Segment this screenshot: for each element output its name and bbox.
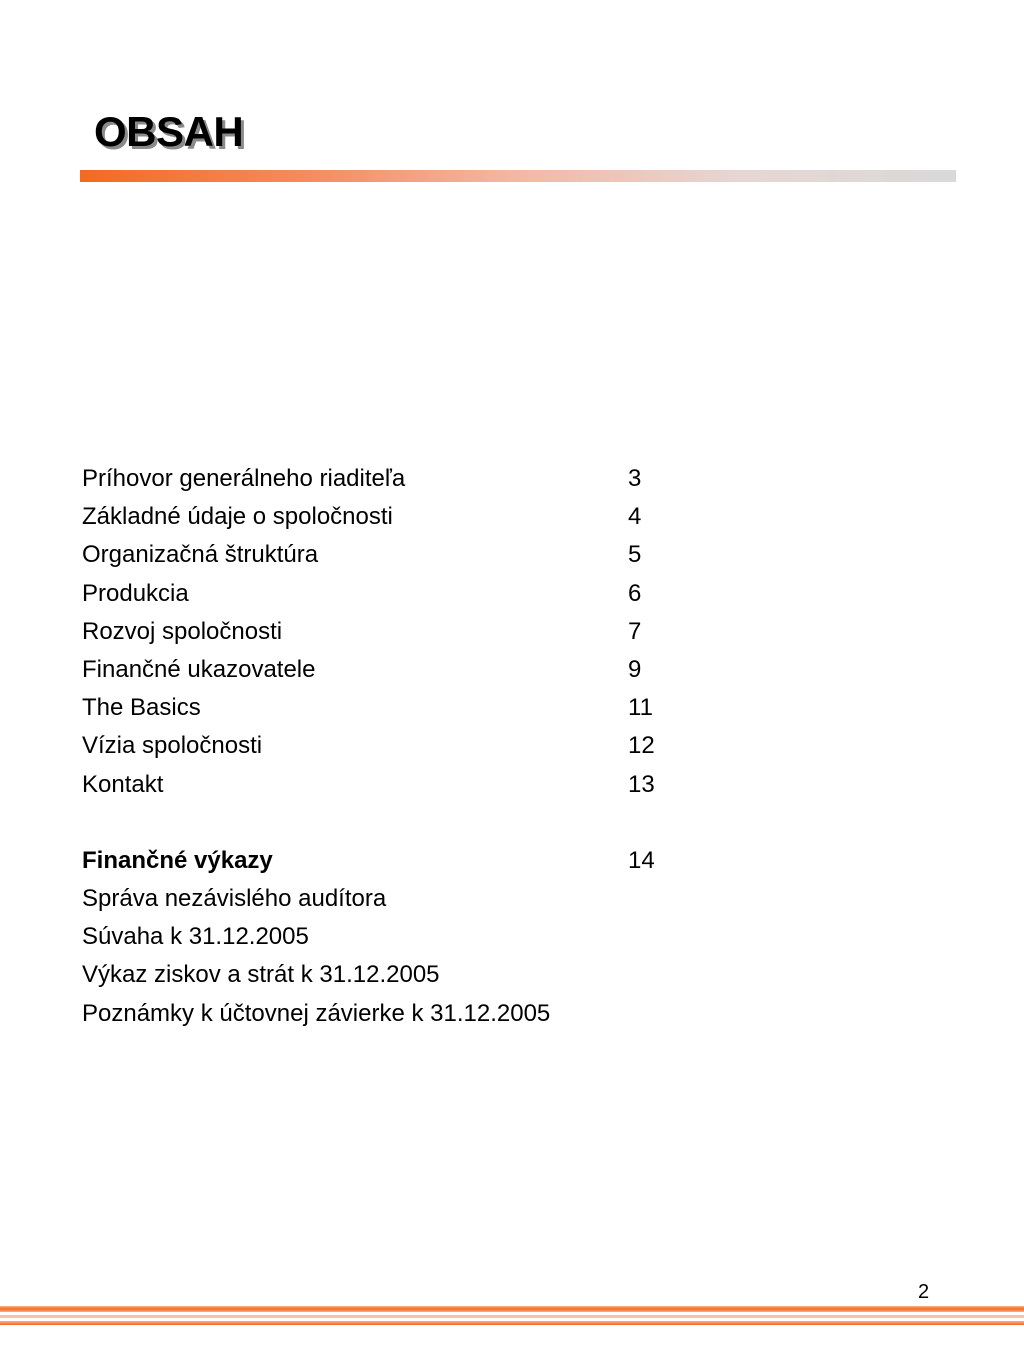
toc-item-page: 9 [628, 655, 642, 683]
toc-item-page: 5 [628, 541, 642, 569]
toc-item-label: Príhovor generálneho riaditeľa [82, 465, 406, 492]
toc-item-label: Vízia spoločnosti [82, 732, 263, 760]
toc-item-label: Základné údaje o spoločnosti [82, 503, 393, 531]
toc-item [82, 460, 722, 498]
toc-item-label: Kontakt [82, 770, 164, 798]
toc-subitem-label: Správa nezávislého audítora [82, 885, 387, 913]
toc-item [82, 575, 722, 613]
toc-item [82, 613, 722, 651]
page-number: 2 [918, 1281, 930, 1303]
toc-item-label: Organizačná štruktúra [82, 541, 319, 569]
toc-item-page: 13 [628, 770, 655, 798]
table-of-contents [82, 460, 722, 1033]
toc-item-label: Rozvoj spoločnosti [82, 617, 283, 645]
toc-section-heading-page: 14 [628, 846, 655, 874]
toc-item-page: 4 [628, 503, 642, 531]
toc-item-page: 6 [628, 579, 642, 607]
toc-subitem [82, 956, 722, 994]
footer-rule [0, 1315, 1024, 1318]
toc-subitem-label: Výkaz ziskov a strát k 31.12.2005 [82, 961, 440, 989]
toc-item-page: 11 [628, 694, 653, 722]
toc-item-label: Finančné ukazovatele [82, 655, 316, 683]
toc-item [82, 727, 722, 765]
toc-subitem-label: Poznámky k účtovnej závierke k 31.12.2005 [82, 999, 551, 1027]
toc-item-page: 12 [628, 732, 655, 760]
toc-item-page: 7 [628, 617, 642, 645]
footer-rule [0, 1321, 1024, 1325]
title-underline [80, 170, 956, 182]
toc-item [82, 651, 722, 689]
toc-section-heading [82, 842, 722, 880]
toc-subitem [82, 880, 722, 918]
toc-item-label: Produkcia [82, 579, 189, 607]
toc-item [82, 498, 722, 536]
toc-subitem [82, 995, 722, 1033]
toc-section-heading-label: Finančné výkazy [82, 846, 273, 874]
toc-item [82, 536, 722, 574]
page-title: OBSAH [94, 108, 244, 155]
toc-item [82, 689, 722, 727]
toc-item [82, 766, 722, 804]
toc-item-label: The Basics [82, 694, 201, 722]
toc-subitem [82, 918, 722, 956]
toc-item-page: 3 [628, 465, 642, 492]
toc-subitem-label: Súvaha k 31.12.2005 [82, 923, 309, 951]
toc-spacer [82, 804, 722, 842]
footer-rule [0, 1306, 1024, 1312]
